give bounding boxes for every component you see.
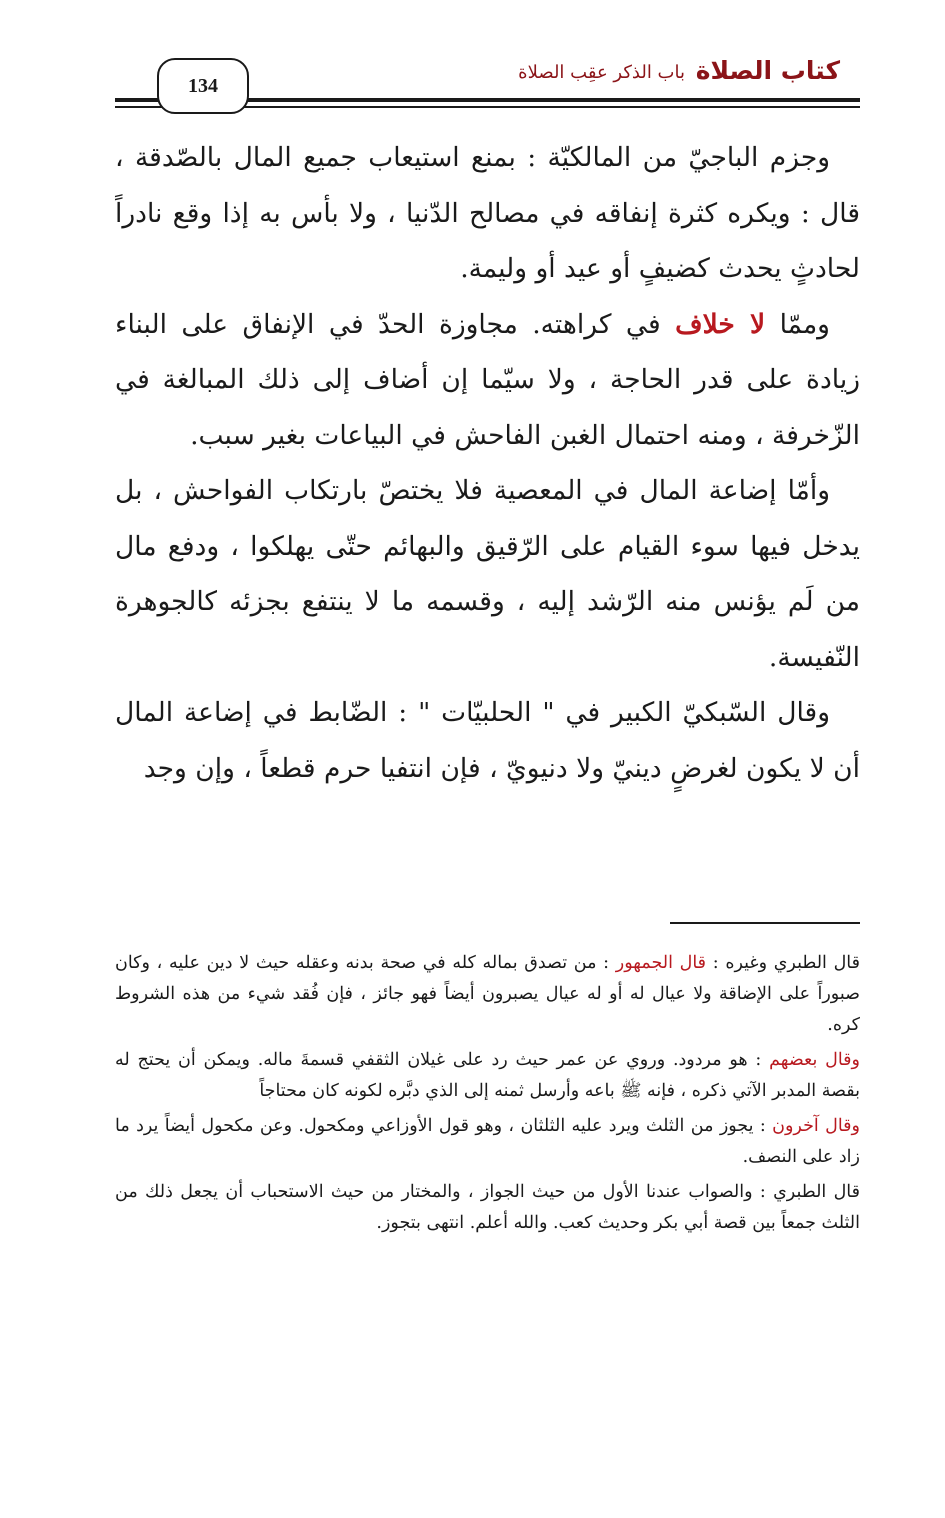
main-text — [115, 130, 860, 796]
footnote-highlight: وقال آخرون — [772, 1116, 860, 1136]
footnote — [115, 948, 860, 1041]
footnote-text: : هو مردود. وروي عن عمر حيث رد على غيلان الثقفي قسمةَ ماله. ويمكن أن يحتج له بقصة المدبر الآتي ذكره ، فإنه ﷺ باعه وأرسل ثمنه إلى الذي دبَّره لكونه كان محتاجاً — [115, 1050, 860, 1101]
book-title: كتاب الصلاة — [695, 56, 840, 85]
paragraph-text: وممّا — [779, 308, 830, 340]
footnote-text: قال الطبري وغيره : — [712, 953, 860, 973]
footnote-text: : من تصدق بماله كله في صحة بدنه وعقله حيث لا دين عليه ، وكان صبوراً على الإضاقة ولا عيال له أو له عيال يصبرون أيضاً فهو جائز ، فإن فُقد شيء من هذه الشروط كره. — [115, 953, 860, 1035]
paragraph: وقال السّبكيّ الكبير في " الحلبيّات " : الضّابط في إضاعة المال أن لا يكون لغرضٍ دينيّ ولا دنيويّ ، فإن انتفيا حرم قطعاً ، وإن وجد — [115, 697, 860, 784]
chapter-title: باب الذكر عقِب الصلاة — [518, 62, 685, 83]
highlighted-phrase: لا خلاف — [675, 308, 766, 340]
footnote-text: : يجوز من الثلث ويرد عليه الثلثان ، وهو قول الأوزاعي ومكحول. وعن مكحول أيضاً يرد ما زاد على النصف. — [115, 1116, 860, 1167]
footnote — [115, 1045, 860, 1107]
footnote — [115, 1111, 860, 1173]
footnote-highlight: قال الجمهور — [615, 953, 707, 973]
paragraph: وأمّا إضاعة المال في المعصية فلا يختصّ بارتكاب الفواحش ، بل يدخل فيها سوء القيام على الرّقيق والبهائم حتّى يهلكوا ، ودفع مال من لَم يؤنس منه الرّشد إليه ، وقسمه ما لا ينتفع بجزئه كالجوهرة النّفيسة. — [115, 475, 860, 673]
footnote-separator — [670, 922, 860, 924]
footnotes — [115, 948, 860, 1243]
paragraph: وجزم الباجيّ من المالكيّة : بمنع استيعاب جميع المال بالصّدقة ، قال : ويكره كثرة إنفاقه في مصالح الدّنيا ، ولا بأس به إذا وقع نادراً لحادثٍ يحدث كضيفٍ أو عيد أو وليمة. — [115, 142, 860, 284]
footnote-highlight: وقال بعضهم — [769, 1050, 860, 1070]
footnote: قال الطبري : والصواب عندنا الأول من حيث الجواز ، والمختار من حيث الاستحباب أن يجعل ذلك من الثلث جمعاً بين قصة أبي بكر وحديث كعب. والله أعلم. انتهى بتجوز. — [115, 1182, 860, 1233]
page-header — [115, 50, 860, 110]
paragraph-text: في كراهته. مجاوزة الحدّ في الإنفاق على البناء زيادة على قدر الحاجة ، ولا سيّما إن أضاف إلى ذلك المبالغة في الزّخرفة ، ومنه احتمال الغبن الفاحش في البياعات بغير سبب. — [115, 308, 860, 451]
page-number: 134 — [157, 58, 249, 114]
paragraph — [115, 297, 860, 464]
